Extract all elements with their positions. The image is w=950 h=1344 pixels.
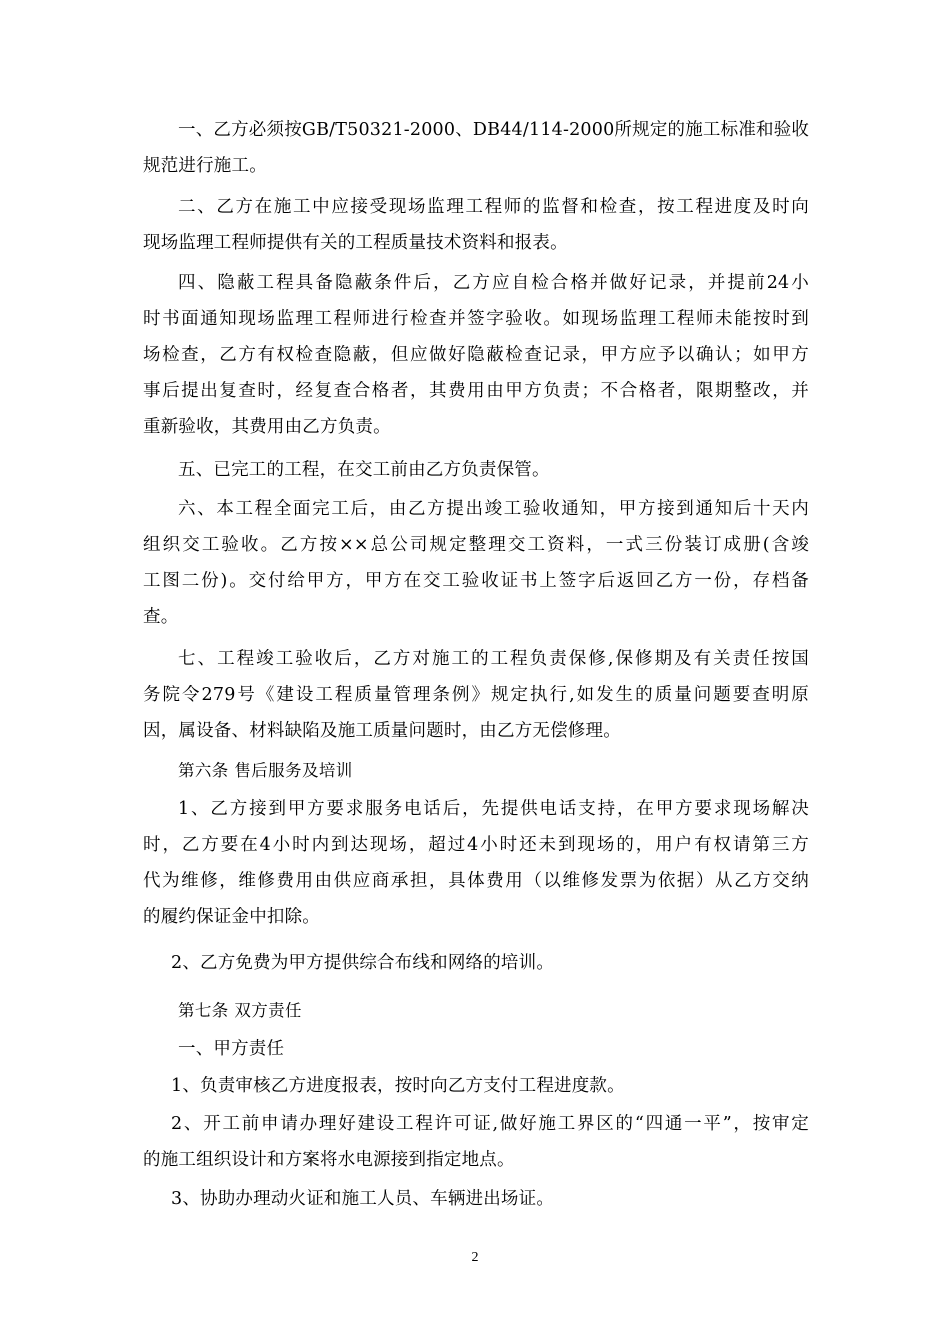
paragraph-3 <box>143 265 809 445</box>
text-line: 规范进行施工。 <box>143 156 267 176</box>
text-line: 组织交工验收。乙方按××总公司规定整理交工资料，一式三份装订成册(含竣 <box>143 535 809 555</box>
text-line: 1、负责审核乙方进度报表，按时向乙方支付工程进度款。 <box>171 1076 625 1096</box>
text-line: 时，乙方要在4小时内到达现场，超过4小时还未到现场的，用户有权请第三方 <box>143 835 809 855</box>
paragraph-11 <box>143 1106 809 1178</box>
text-line: 二、乙方在施工中应接受现场监理工程师的监督和检查，按工程进度及时向 <box>178 197 809 217</box>
text-line: 查。 <box>143 607 179 627</box>
paragraph-2 <box>143 189 809 261</box>
text-line: 七、工程竣工验收后，乙方对施工的工程负责保修,保修期及有关责任按国 <box>178 649 809 669</box>
article-7-heading <box>143 993 809 1029</box>
text-line: 时书面通知现场监理工程师进行检查并签字验收。如现场监理工程师未能按时到 <box>143 309 809 329</box>
text-line: 五、已完工的工程，在交工前由乙方负责保管。 <box>178 460 550 480</box>
text-line: 一、乙方必须按GB/T50321-2000、DB44/114-2000所规定的施工标准和验收 <box>178 120 810 140</box>
text-line: 3、协助办理动火证和施工人员、车辆进出场证。 <box>171 1189 555 1209</box>
article-6-heading <box>143 753 809 789</box>
text-line: 重新验收，其费用由乙方负责。 <box>143 417 391 437</box>
paragraph-12 <box>143 1181 809 1217</box>
text-line: 2、开工前申请办理好建设工程许可证,做好施工界区的“四通一平”，按审定 <box>171 1114 809 1134</box>
text-line: 四、隐蔽工程具备隐蔽条件后，乙方应自检合格并做好记录，并提前24小 <box>178 273 809 293</box>
text-line: 场检查，乙方有权检查隐蔽，但应做好隐蔽检查记录，甲方应予以确认；如甲方 <box>143 345 809 365</box>
text-line: 的施工组织设计和方案将水电源接到指定地点。 <box>143 1150 515 1170</box>
paragraph-7 <box>143 791 809 935</box>
text-line: 1、乙方接到甲方要求服务电话后，先提供电话支持，在甲方要求现场解决 <box>178 799 809 819</box>
text-line: 因，属设备、材料缺陷及施工质量问题时，由乙方无偿修理。 <box>143 721 621 741</box>
paragraph-1 <box>143 112 809 184</box>
text-line: 一、甲方责任 <box>178 1039 285 1059</box>
section-heading: 第七条 双方责任 <box>178 1001 302 1020</box>
text-line: 2、乙方免费为甲方提供综合布线和网络的培训。 <box>171 953 555 973</box>
text-line: 代为维修，维修费用由供应商承担，具体费用（以维修发票为依据）从乙方交纳 <box>143 871 809 891</box>
paragraph-9 <box>143 1031 809 1067</box>
page-number: 2 <box>471 1250 479 1265</box>
text-line: 的履约保证金中扣除。 <box>143 907 320 927</box>
paragraph-5 <box>143 491 809 635</box>
paragraph-8 <box>143 945 809 981</box>
text-line: 现场监理工程师提供有关的工程质量技术资料和报表。 <box>143 233 568 253</box>
paragraph-10 <box>143 1068 809 1104</box>
paragraph-4 <box>143 452 809 488</box>
paragraph-6 <box>143 641 809 749</box>
section-heading: 第六条 售后服务及培训 <box>178 761 353 780</box>
text-line: 务院令279号《建设工程质量管理条例》规定执行,如发生的质量问题要查明原 <box>143 685 809 705</box>
text-line: 事后提出复查时，经复查合格者，其费用由甲方负责；不合格者，限期整改，并 <box>143 381 809 401</box>
text-line: 工图二份)。交付给甲方，甲方在交工验收证书上签字后返回乙方一份，存档备 <box>143 571 809 591</box>
text-line: 六、本工程全面完工后，由乙方提出竣工验收通知，甲方接到通知后十天内 <box>178 499 809 519</box>
